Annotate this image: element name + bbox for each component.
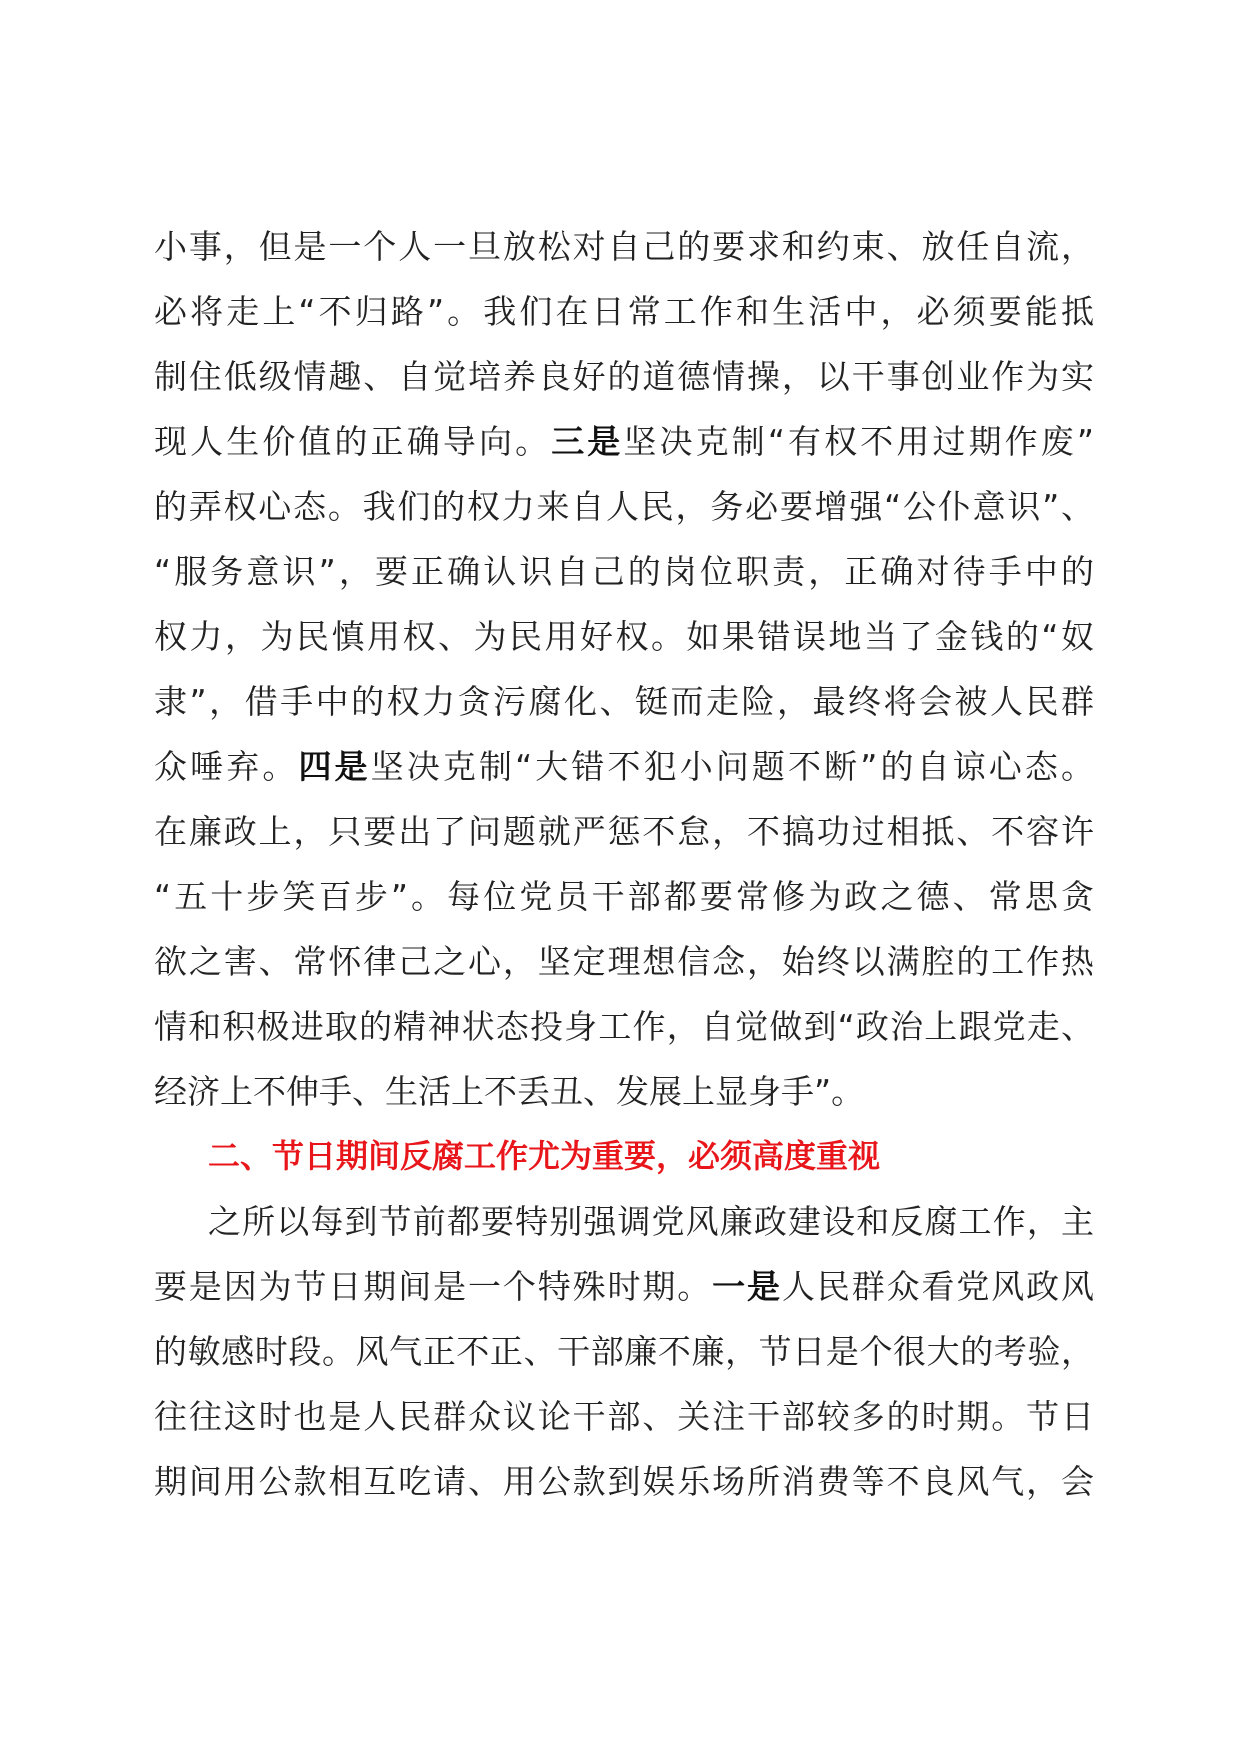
text-line bbox=[154, 1254, 1094, 1319]
text-line: 小事，但是一个人一旦放松对自己的要求和约束、放任自流， bbox=[154, 227, 1094, 266]
text-line: 情和积极进取的精神状态投身工作，自觉做到“政治上跟党走、 bbox=[154, 1007, 1094, 1046]
paragraph-1 bbox=[154, 214, 1094, 1124]
text-run: 坚决克制“大错不犯小问题不断”的自谅心态。 bbox=[370, 747, 1095, 786]
text-line: 在廉政上，只要出了问题就严惩不怠，不搞功过相抵、不容许 bbox=[154, 812, 1094, 851]
text-line: 欲之害、常怀律己之心，坚定理想信念，始终以满腔的工作热 bbox=[154, 942, 1094, 981]
paragraph-2 bbox=[154, 1189, 1094, 1514]
text-line: 制住低级情趣、自觉培养良好的道德情操，以干事创业作为实 bbox=[154, 357, 1094, 396]
text-run: 要是因为节日期间是一个特殊时期。 bbox=[154, 1267, 713, 1306]
text-line: 的弄权心态。我们的权力来自人民，务必要增强“公仆意识”、 bbox=[154, 487, 1094, 526]
text-line: “五十步笑百步”。每位党员干部都要常修为政之德、常思贪 bbox=[154, 877, 1094, 916]
text-line: “服务意识”，要正确认识自己的岗位职责，正确对待手中的 bbox=[154, 552, 1094, 591]
bold-marker-one: 一是 bbox=[712, 1267, 782, 1306]
bold-marker-four: 四是 bbox=[298, 747, 371, 786]
text-line: 经济上不伸手、生活上不丢丑、发展上显身手”。 bbox=[154, 1072, 865, 1111]
bold-marker-three: 三是 bbox=[551, 422, 624, 461]
text-line: 必将走上“不归路”。我们在日常工作和生活中，必须要能抵 bbox=[154, 292, 1094, 331]
text-run: 众唾弃。 bbox=[154, 747, 299, 786]
text-run: 坚决克制“有权不用过期作废” bbox=[623, 422, 1094, 461]
text-line bbox=[154, 409, 1094, 474]
section-heading: 二、节日期间反腐工作尤为重要，必须高度重视 bbox=[208, 1137, 881, 1175]
text-run: 人民群众看党风政风 bbox=[781, 1267, 1095, 1306]
text-line: 之所以每到节前都要特别强调党风廉政建设和反腐工作，主 bbox=[208, 1202, 1094, 1241]
text-line: 权力，为民慎用权、为民用好权。如果错误地当了金钱的“奴 bbox=[154, 617, 1094, 656]
text-line: 期间用公款相互吃请、用公款到娱乐场所消费等不良风气，会 bbox=[154, 1462, 1094, 1501]
text-line: 隶”，借手中的权力贪污腐化、铤而走险，最终将会被人民群 bbox=[154, 682, 1094, 721]
text-line: 的敏感时段。风气正不正、干部廉不廉，节日是个很大的考验， bbox=[154, 1332, 1094, 1371]
document-page bbox=[154, 214, 1094, 1514]
text-run: 现人生价值的正确导向。 bbox=[154, 422, 552, 461]
text-line bbox=[154, 734, 1094, 799]
text-line: 往往这时也是人民群众议论干部、关注干部较多的时期。节日 bbox=[154, 1397, 1094, 1436]
